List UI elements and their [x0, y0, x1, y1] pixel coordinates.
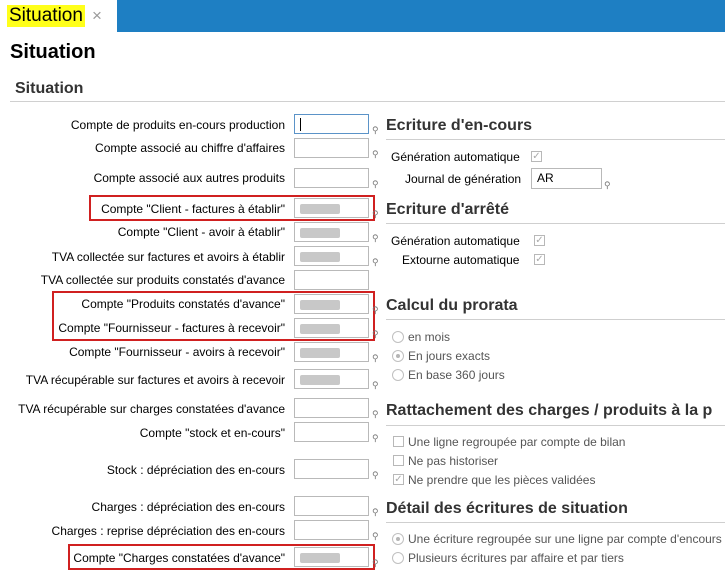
- redacted-value: [300, 252, 340, 262]
- generation-auto-checkbox[interactable]: ✓: [535, 235, 544, 246]
- detail-option-label: Plusieurs écritures par affaire et par tiers: [408, 551, 624, 565]
- tab-label: Situation: [9, 5, 83, 26]
- account-input[interactable]: [294, 318, 369, 338]
- pin-icon[interactable]: ⚲: [372, 531, 379, 541]
- journal-input[interactable]: AR: [531, 168, 602, 189]
- pin-icon[interactable]: ⚲: [372, 149, 379, 159]
- field-label: Compte "Charges constatées d'avance": [73, 551, 285, 565]
- prorata-radio-jours-exacts[interactable]: [392, 350, 404, 362]
- section-divider: [10, 101, 725, 102]
- pin-icon[interactable]: ⚲: [372, 433, 379, 443]
- pin-icon[interactable]: ⚲: [372, 257, 379, 267]
- section-divider: [386, 522, 725, 523]
- account-input[interactable]: [294, 270, 369, 290]
- field-label: TVA collectée sur produits constatés d'avance: [40, 273, 285, 287]
- prorata-option-label: En base 360 jours: [408, 368, 505, 382]
- field-label: TVA collectée sur factures et avoirs à établir: [51, 250, 285, 264]
- account-input[interactable]: [294, 398, 369, 418]
- redacted-value: [300, 204, 340, 214]
- account-input[interactable]: [294, 369, 369, 389]
- section-divider: [386, 223, 725, 224]
- rattachement-title: Rattachement des charges / produits à la p: [386, 402, 713, 419]
- field-label: TVA récupérable sur factures et avoirs à recevoir: [25, 373, 285, 387]
- pin-icon[interactable]: ⚲: [372, 125, 379, 135]
- prorata-option-label: en mois: [408, 330, 451, 344]
- detail-title: Détail des écritures de situation: [386, 500, 628, 517]
- redacted-value: [300, 348, 340, 358]
- ecriture-arrete-title: Ecriture d'arrêté: [386, 201, 509, 218]
- detail-radio-regroupee[interactable]: [392, 533, 404, 545]
- field-label: TVA récupérable sur charges constatées d'avance: [18, 402, 285, 416]
- detail-radio-plusieurs[interactable]: [392, 552, 404, 564]
- account-input[interactable]: [294, 168, 369, 188]
- field-label: Compte associé aux autres produits: [93, 171, 285, 185]
- tab-bar: [0, 0, 725, 32]
- field-label: Compte "stock et en-cours": [139, 426, 285, 440]
- pin-icon[interactable]: ⚲: [372, 380, 379, 390]
- pin-icon[interactable]: ⚲: [372, 353, 379, 363]
- field-label: Compte de produits en-cours production: [70, 118, 285, 132]
- section-title: Situation: [15, 80, 84, 97]
- rattachement-option-label: Une ligne regroupée par compte de bilan: [408, 435, 626, 449]
- generation-auto-checkbox[interactable]: ✓: [532, 151, 541, 162]
- rattachement-option-label: Ne prendre que les pièces validées: [408, 473, 596, 487]
- pin-icon[interactable]: ⚲: [372, 329, 379, 339]
- redacted-value: [300, 228, 340, 238]
- account-input[interactable]: [294, 222, 369, 242]
- section-divider: [386, 139, 725, 140]
- redacted-value: [300, 553, 340, 563]
- field-label: Charges : dépréciation des en-cours: [91, 500, 285, 514]
- field-label: Stock : dépréciation des en-cours: [106, 463, 285, 477]
- pin-icon[interactable]: ⚲: [372, 507, 379, 517]
- detail-option-label: Une écriture regroupée sur une ligne par compte d'encours: [408, 532, 722, 546]
- account-input[interactable]: [294, 294, 369, 314]
- close-icon[interactable]: ×: [92, 6, 102, 25]
- field-label: Compte "Fournisseur - avoirs à recevoir": [69, 345, 285, 359]
- regroupee-checkbox[interactable]: [393, 436, 404, 447]
- pin-icon[interactable]: ⚲: [372, 209, 379, 219]
- extourne-label: Extourne automatique: [402, 253, 520, 267]
- account-input[interactable]: [294, 547, 369, 567]
- prorata-radio-mois[interactable]: [392, 331, 404, 343]
- account-input[interactable]: [294, 459, 369, 479]
- account-input[interactable]: [294, 520, 369, 540]
- account-input[interactable]: [294, 342, 369, 362]
- prorata-option-label: En jours exacts: [408, 349, 491, 363]
- field-label: Compte "Produits constatés d'avance": [81, 297, 285, 311]
- page-title: Situation: [10, 41, 96, 63]
- ecriture-en-cours-title: Ecriture d'en-cours: [386, 117, 533, 134]
- pin-icon[interactable]: ⚲: [372, 179, 379, 189]
- prorata-radio-base-360[interactable]: [392, 369, 404, 381]
- account-input[interactable]: [294, 422, 369, 442]
- section-divider: [386, 425, 725, 426]
- pin-icon[interactable]: ⚲: [372, 558, 379, 568]
- pin-icon[interactable]: ⚲: [604, 180, 611, 190]
- journal-label: Journal de génération: [405, 172, 522, 186]
- text-cursor: [300, 118, 301, 131]
- generation-auto-label: Génération automatique: [391, 150, 520, 164]
- field-label: Compte "Client - avoir à établir": [117, 225, 285, 239]
- field-label: Compte "Client - factures à établir": [101, 202, 285, 216]
- pin-icon[interactable]: ⚲: [372, 470, 379, 480]
- prorata-title: Calcul du prorata: [386, 297, 518, 314]
- pin-icon[interactable]: ⚲: [372, 409, 379, 419]
- account-input[interactable]: [294, 138, 369, 158]
- rattachement-option-label: Ne pas historiser: [408, 454, 499, 468]
- account-input[interactable]: [294, 198, 369, 218]
- pin-icon[interactable]: ⚲: [372, 305, 379, 315]
- redacted-value: [300, 324, 340, 334]
- pin-icon[interactable]: ⚲: [372, 233, 379, 243]
- extourne-checkbox[interactable]: ✓: [535, 254, 544, 265]
- ne-pas-historiser-checkbox[interactable]: [393, 455, 404, 466]
- generation-auto-label: Génération automatique: [391, 234, 520, 248]
- account-input[interactable]: [294, 114, 369, 134]
- redacted-value: [300, 300, 340, 310]
- redacted-value: [300, 375, 340, 385]
- account-input[interactable]: [294, 496, 369, 516]
- pieces-validees-checkbox[interactable]: ✓: [394, 474, 403, 485]
- field-label: Compte "Fournisseur - factures à recevoir": [58, 321, 285, 335]
- field-label: Compte associé au chiffre d'affaires: [95, 141, 285, 155]
- field-label: Charges : reprise dépréciation des en-cours: [51, 524, 285, 538]
- section-divider: [386, 319, 725, 320]
- account-input[interactable]: [294, 246, 369, 266]
- tab-situation[interactable]: [0, 0, 117, 32]
